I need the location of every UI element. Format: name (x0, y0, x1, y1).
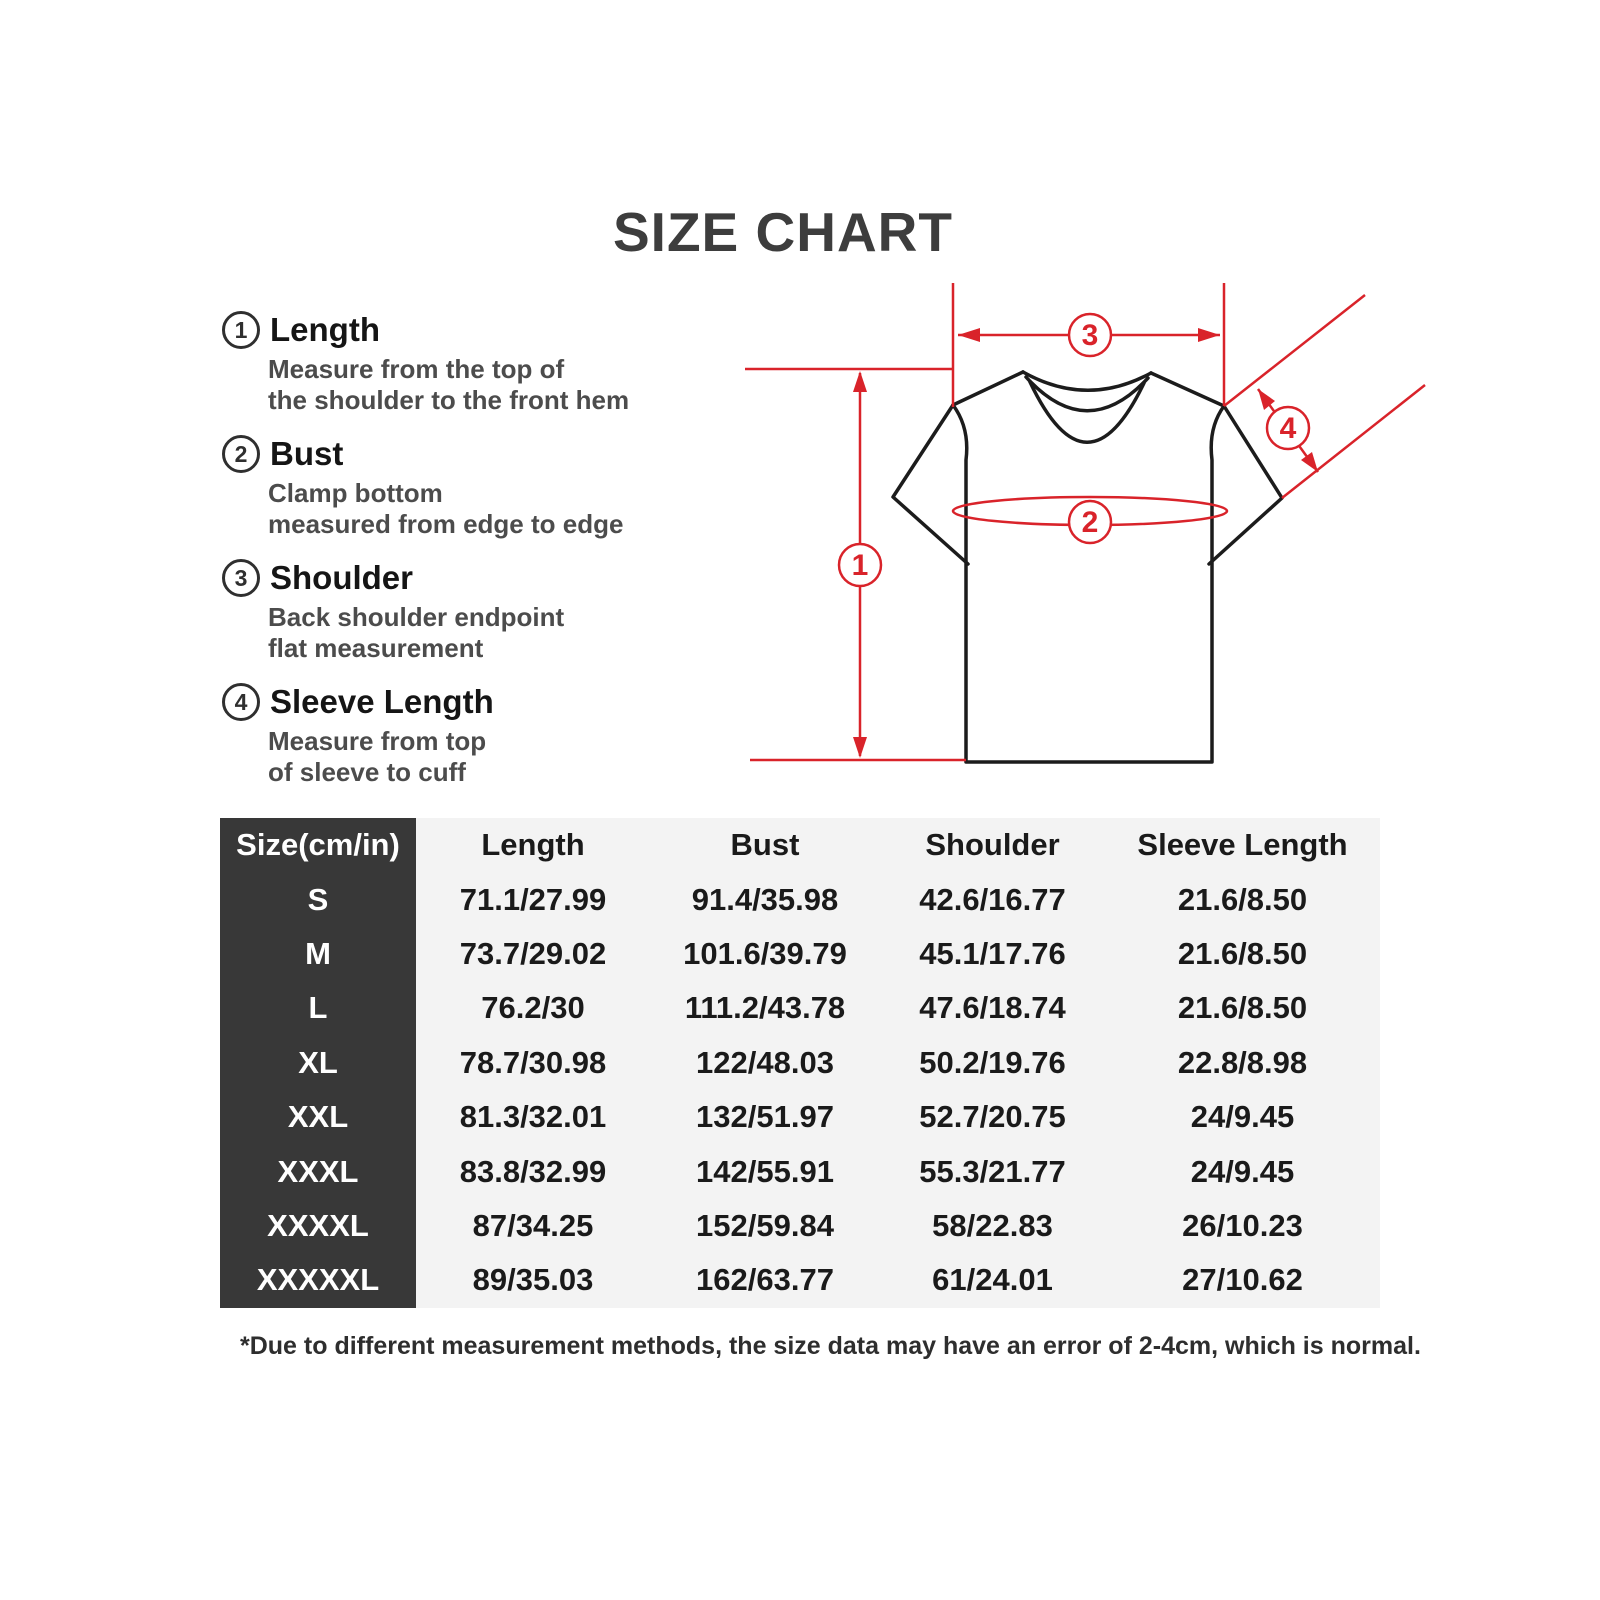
header-bust: Bust (650, 818, 880, 872)
table-cell: 73.7/29.02 (416, 927, 650, 981)
legend-number-2-badge: 2 (222, 435, 260, 473)
legend-item-label: Length (270, 311, 380, 348)
table-cell: 27/10.62 (1105, 1253, 1380, 1307)
table-cell: 122/48.03 (650, 1036, 880, 1090)
header-length: Length (416, 818, 650, 872)
table-cell: 87/34.25 (416, 1199, 650, 1253)
size-label: S (220, 872, 416, 926)
table-cell: 21.6/8.50 (1105, 927, 1380, 981)
table-cell: 21.6/8.50 (1105, 872, 1380, 926)
size-label: L (220, 981, 416, 1035)
arrow-upleft-icon (1258, 389, 1275, 410)
legend-number-4-badge: 4 (222, 683, 260, 721)
marker-1-number: 1 (851, 549, 869, 582)
right-shoulder-seam (1151, 373, 1224, 406)
header-shoulder: Shoulder (880, 818, 1105, 872)
table-cell: 132/51.97 (650, 1090, 880, 1144)
header-size: Size(cm/in) (220, 818, 416, 872)
legend-item-header (222, 432, 629, 476)
arrow-right-icon (1198, 328, 1220, 342)
table-cell: 81.3/32.01 (416, 1090, 650, 1144)
table-cell: 21.6/8.50 (1105, 981, 1380, 1035)
header-sleeve-length: Sleeve Length (1105, 818, 1380, 872)
table-cell: 78.7/30.98 (416, 1036, 650, 1090)
arrow-up-icon (853, 371, 867, 392)
table-cell: 142/55.91 (650, 1144, 880, 1198)
marker-4-number: 4 (1279, 412, 1297, 445)
table-cell: 42.6/16.77 (880, 872, 1105, 926)
table-cell: 76.2/30 (416, 981, 650, 1035)
table-cell: 55.3/21.77 (880, 1144, 1105, 1198)
sleeve-upper-guide-line (1224, 295, 1365, 406)
arrow-downright-icon (1301, 452, 1318, 472)
legend-item-shoulder (222, 556, 629, 664)
legend-item-length (222, 308, 629, 416)
size-label: XXXXXL (220, 1253, 416, 1307)
table-cell: 111.2/43.78 (650, 981, 880, 1035)
measurement-note: *Due to different measurement methods, the size data may have an error of 2-4cm, which is normal. (240, 1332, 1421, 1360)
left-sleeve (893, 405, 968, 564)
left-shoulder-seam (953, 372, 1023, 405)
legend-desc-line: Measure from the top of (268, 354, 565, 384)
legend-item-description (268, 602, 629, 664)
table-cell: 83.8/32.99 (416, 1144, 650, 1198)
table-cell: 61/24.01 (880, 1253, 1105, 1307)
legend-item-header (222, 308, 629, 352)
size-label: XXXL (220, 1144, 416, 1198)
table-cell: 50.2/19.76 (880, 1036, 1105, 1090)
size-label: M (220, 927, 416, 981)
legend-desc-line: Back shoulder endpoint (268, 602, 565, 632)
page-title: SIZE CHART (613, 201, 953, 263)
size-label: XXL (220, 1090, 416, 1144)
table-cell: 89/35.03 (416, 1253, 650, 1307)
table-cell: 71.1/27.99 (416, 872, 650, 926)
table-cell: 91.4/35.98 (650, 872, 880, 926)
shoulder-measure-arrow (958, 314, 1220, 356)
legend-item-label: Shoulder (270, 559, 414, 596)
collar-back-line (1023, 372, 1151, 390)
legend-number-3-badge: 3 (222, 559, 260, 597)
legend-desc-line: flat measurement (268, 633, 484, 663)
table-cell: 52.7/20.75 (880, 1090, 1105, 1144)
table-cell: 152/59.84 (650, 1199, 880, 1253)
legend-item-header (222, 556, 629, 600)
table-cell: 162/63.77 (650, 1253, 880, 1307)
legend-item-bust (222, 432, 629, 540)
length-measure-arrow (839, 371, 881, 758)
table-cell: 24/9.45 (1105, 1090, 1380, 1144)
legend-number-1-badge: 1 (222, 311, 260, 349)
size-label: XXXXL (220, 1199, 416, 1253)
arrow-left-icon (958, 328, 980, 342)
sleeve-measure-arrow (1224, 295, 1425, 498)
tshirt-measurement-diagram (730, 250, 1430, 810)
measure-guide-lines (745, 283, 1224, 760)
table-cell: 101.6/39.79 (650, 927, 880, 981)
legend-desc-line: Measure from top (268, 726, 487, 756)
table-cell: 58/22.83 (880, 1199, 1105, 1253)
table-cell: 47.6/18.74 (880, 981, 1105, 1035)
table-cell: 22.8/8.98 (1105, 1036, 1380, 1090)
measurement-legend (222, 308, 629, 804)
bust-measure-ellipse (953, 497, 1227, 543)
legend-item-description (268, 354, 629, 416)
marker-3-number: 3 (1081, 319, 1099, 352)
legend-desc-line: Clamp bottom (268, 478, 443, 508)
legend-item-description (268, 726, 629, 788)
arrow-down-icon (853, 737, 867, 758)
table-cell: 26/10.23 (1105, 1199, 1380, 1253)
size-label: XL (220, 1036, 416, 1090)
size-table (220, 818, 1380, 1308)
legend-item-label: Bust (270, 435, 344, 472)
marker-2-number: 2 (1081, 506, 1099, 539)
table-cell: 24/9.45 (1105, 1144, 1380, 1198)
legend-item-sleeve-length (222, 680, 629, 788)
legend-desc-line: of sleeve to cuff (268, 757, 466, 787)
legend-item-label: Sleeve Length (270, 683, 494, 720)
table-cell: 45.1/17.76 (880, 927, 1105, 981)
body-outline (953, 405, 1224, 762)
legend-item-description (268, 478, 629, 540)
legend-desc-line: the shoulder to the front hem (268, 385, 630, 415)
tshirt-outline (893, 372, 1282, 762)
legend-desc-line: measured from edge to edge (268, 509, 624, 539)
legend-item-header (222, 680, 629, 724)
